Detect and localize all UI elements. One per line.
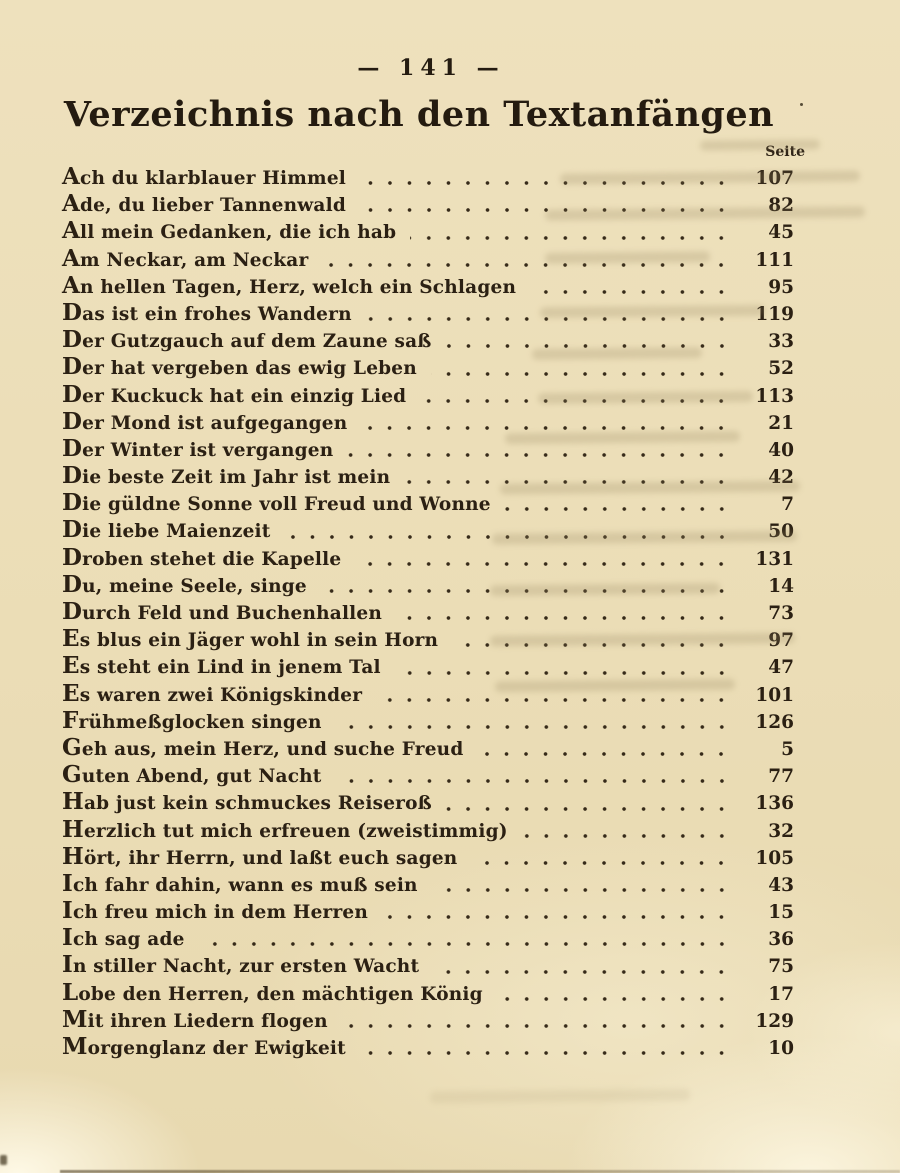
dot-leader bbox=[410, 235, 738, 241]
entry-title: Ich sag ade bbox=[62, 924, 185, 952]
entry-title: Die liebe Maienzeit bbox=[62, 516, 271, 544]
dot-leader bbox=[355, 561, 738, 567]
entry-page-number: 14 bbox=[768, 575, 794, 597]
index-entry-row bbox=[62, 734, 794, 761]
entry-page-number: 129 bbox=[755, 1010, 794, 1032]
entry-page-number: 101 bbox=[755, 684, 794, 706]
dot-leader bbox=[342, 1023, 738, 1029]
entry-title: Der hat vergeben das ewig Leben bbox=[62, 353, 417, 381]
entry-page-number: 33 bbox=[768, 331, 794, 353]
entry-page-number: 47 bbox=[768, 657, 794, 679]
dot-leader bbox=[505, 506, 738, 512]
entry-title: In stiller Nacht, zur ersten Wacht bbox=[62, 951, 420, 979]
index-entry-row bbox=[62, 680, 794, 707]
entry-page-number: 50 bbox=[768, 521, 794, 543]
index-entry-row bbox=[62, 843, 794, 870]
entry-title: Das ist ein frohes Wandern bbox=[62, 298, 352, 326]
entry-page-number: 105 bbox=[755, 847, 794, 869]
dot-leader bbox=[522, 833, 738, 839]
entry-page-number: 107 bbox=[755, 168, 794, 189]
entry-page-number: 136 bbox=[755, 793, 794, 815]
dot-leader bbox=[446, 806, 738, 812]
entry-title: Herzlich tut mich erfreuen (zweistimmig) bbox=[62, 815, 508, 843]
dot-leader bbox=[452, 642, 738, 648]
index-entry-row bbox=[62, 707, 794, 734]
entry-page-number: 131 bbox=[755, 548, 794, 570]
entry-page-number: 97 bbox=[768, 630, 794, 652]
entry-page-number: 43 bbox=[768, 874, 794, 896]
entry-title: Morgenglanz der Ewigkeit bbox=[62, 1033, 346, 1060]
index-entry-row bbox=[62, 625, 794, 652]
dot-leader bbox=[471, 860, 738, 866]
paper-fleck bbox=[800, 103, 803, 106]
dot-leader bbox=[361, 425, 738, 431]
entry-page-number: 95 bbox=[768, 276, 794, 298]
bleed-through-ghost bbox=[430, 1089, 690, 1104]
dot-leader bbox=[431, 371, 738, 377]
index-entry-row bbox=[62, 571, 794, 598]
index-entry-row bbox=[62, 408, 794, 435]
entry-page-number: 21 bbox=[768, 412, 794, 434]
entry-title: Hört, ihr Herrn, und laßt euch sagen bbox=[62, 842, 458, 870]
entry-page-number: 75 bbox=[768, 956, 794, 978]
index-entry-row bbox=[62, 381, 794, 408]
dot-leader bbox=[376, 697, 738, 703]
dot-leader bbox=[199, 941, 738, 947]
index-entry-row bbox=[62, 353, 794, 380]
dot-leader bbox=[336, 778, 738, 784]
entry-title: Es waren zwei Königskinder bbox=[62, 679, 363, 707]
entry-title: Durch Feld und Buchenhallen bbox=[62, 598, 383, 625]
entry-title: Mit ihren Liedern flogen bbox=[62, 1005, 328, 1033]
entry-title: Guten Abend, gut Nacht bbox=[62, 761, 322, 789]
index-entry-row bbox=[62, 217, 794, 244]
index-entry-row bbox=[62, 870, 794, 897]
entry-title: Die beste Zeit im Jahr ist mein bbox=[62, 462, 391, 490]
index-entry-list bbox=[62, 163, 794, 1060]
entry-page-number: 42 bbox=[768, 467, 794, 489]
entry-page-number: 10 bbox=[768, 1038, 794, 1059]
index-entry-row bbox=[62, 435, 794, 462]
scan-corner-mark bbox=[0, 1155, 7, 1165]
entry-title: An hellen Tagen, Herz, welch ein Schlagen bbox=[62, 271, 517, 299]
entry-title: Die güldne Sonne voll Freud und Wonne bbox=[62, 489, 491, 517]
index-entry-row bbox=[62, 652, 794, 679]
entry-title: Hab just kein schmuckes Reiseroß bbox=[62, 788, 432, 816]
index-entry-row bbox=[62, 190, 794, 217]
index-entry-row bbox=[62, 489, 794, 516]
entry-title: Lobe den Herren, den mächtigen König bbox=[62, 978, 483, 1006]
dot-leader bbox=[433, 969, 738, 975]
index-entry-row bbox=[62, 598, 794, 625]
index-entry-row bbox=[62, 1033, 794, 1060]
index-entry-row bbox=[62, 516, 794, 543]
entry-page-number: 5 bbox=[781, 738, 794, 760]
dot-leader bbox=[382, 914, 738, 920]
dot-leader bbox=[446, 343, 738, 349]
entry-title: Der Gutzgauch auf dem Zaune saß bbox=[62, 326, 432, 354]
entry-title: Ich fahr dahin, wann es muß sein bbox=[62, 869, 418, 897]
index-entry-row bbox=[62, 761, 794, 788]
index-entry-row bbox=[62, 326, 794, 353]
entry-page-number: 82 bbox=[768, 195, 794, 217]
seite-column-label: Seite bbox=[765, 144, 805, 160]
dot-leader bbox=[432, 887, 738, 893]
dot-leader bbox=[497, 996, 738, 1002]
entry-page-number: 32 bbox=[768, 820, 794, 842]
entry-page-number: 15 bbox=[768, 902, 794, 924]
dot-leader bbox=[530, 289, 738, 295]
index-entry-row bbox=[62, 544, 794, 571]
entry-page-number: 7 bbox=[781, 494, 794, 516]
entry-page-number: 126 bbox=[755, 711, 794, 733]
page-number: — 141 — bbox=[357, 55, 505, 81]
entry-title: Ich freu mich in dem Herren bbox=[62, 897, 369, 925]
entry-page-number: 52 bbox=[768, 358, 794, 380]
entry-title: Du, meine Seele, singe bbox=[62, 570, 307, 598]
entry-title: Ade, du lieber Tannenwald bbox=[62, 190, 346, 218]
index-entry-row bbox=[62, 788, 794, 815]
index-entry-row bbox=[62, 245, 794, 272]
dot-leader bbox=[347, 452, 738, 458]
index-entry-row bbox=[62, 1006, 794, 1033]
entry-title: Der Kuckuck hat ein einzig Lied bbox=[62, 380, 407, 408]
dot-leader bbox=[396, 615, 738, 621]
index-entry-row bbox=[62, 924, 794, 951]
entry-title: Droben stehet die Kapelle bbox=[62, 543, 342, 571]
index-entry-row bbox=[62, 897, 794, 924]
index-entry-row bbox=[62, 462, 794, 489]
entry-page-number: 113 bbox=[755, 385, 794, 407]
entry-page-number: 40 bbox=[768, 439, 794, 461]
entry-title: Es blus ein Jäger wohl in sein Horn bbox=[62, 625, 439, 653]
dot-leader bbox=[395, 670, 738, 676]
dot-leader bbox=[360, 180, 738, 186]
entry-title: Es steht ein Lind in jenem Tal bbox=[62, 652, 381, 680]
entry-page-number: 119 bbox=[755, 303, 794, 325]
dot-leader bbox=[322, 262, 738, 268]
entry-page-number: 36 bbox=[768, 929, 794, 951]
entry-title: Der Mond ist aufgegangen bbox=[62, 407, 348, 435]
dot-leader bbox=[360, 207, 738, 213]
entry-title: Frühmeßglocken singen bbox=[62, 706, 322, 734]
entry-page-number: 77 bbox=[768, 766, 794, 788]
entry-page-number: 73 bbox=[768, 603, 794, 624]
index-entry-row bbox=[62, 299, 794, 326]
entry-title: Der Winter ist vergangen bbox=[62, 434, 334, 462]
index-entry-row bbox=[62, 979, 794, 1006]
index-entry-row bbox=[62, 272, 794, 299]
entry-title: All mein Gedanken, die ich hab bbox=[62, 217, 397, 245]
dot-leader bbox=[366, 316, 738, 322]
entry-page-number: 45 bbox=[768, 222, 794, 244]
dot-leader bbox=[420, 398, 738, 404]
dot-leader bbox=[285, 534, 738, 540]
dot-leader bbox=[360, 1050, 738, 1056]
dot-leader bbox=[336, 724, 738, 730]
index-entry-row bbox=[62, 163, 794, 190]
dot-leader bbox=[477, 751, 738, 757]
index-entry-row bbox=[62, 951, 794, 978]
index-title: Verzeichnis nach den Textanfängen bbox=[63, 94, 775, 135]
entry-page-number: 17 bbox=[768, 983, 794, 1005]
entry-title: Ach du klarblauer Himmel bbox=[62, 163, 347, 190]
index-entry-row bbox=[62, 816, 794, 843]
dot-leader bbox=[404, 479, 738, 485]
dot-leader bbox=[321, 588, 738, 594]
entry-title: Geh aus, mein Herz, und suche Freud bbox=[62, 733, 464, 761]
entry-title: Am Neckar, am Neckar bbox=[62, 244, 309, 272]
entry-page-number: 111 bbox=[755, 249, 794, 271]
